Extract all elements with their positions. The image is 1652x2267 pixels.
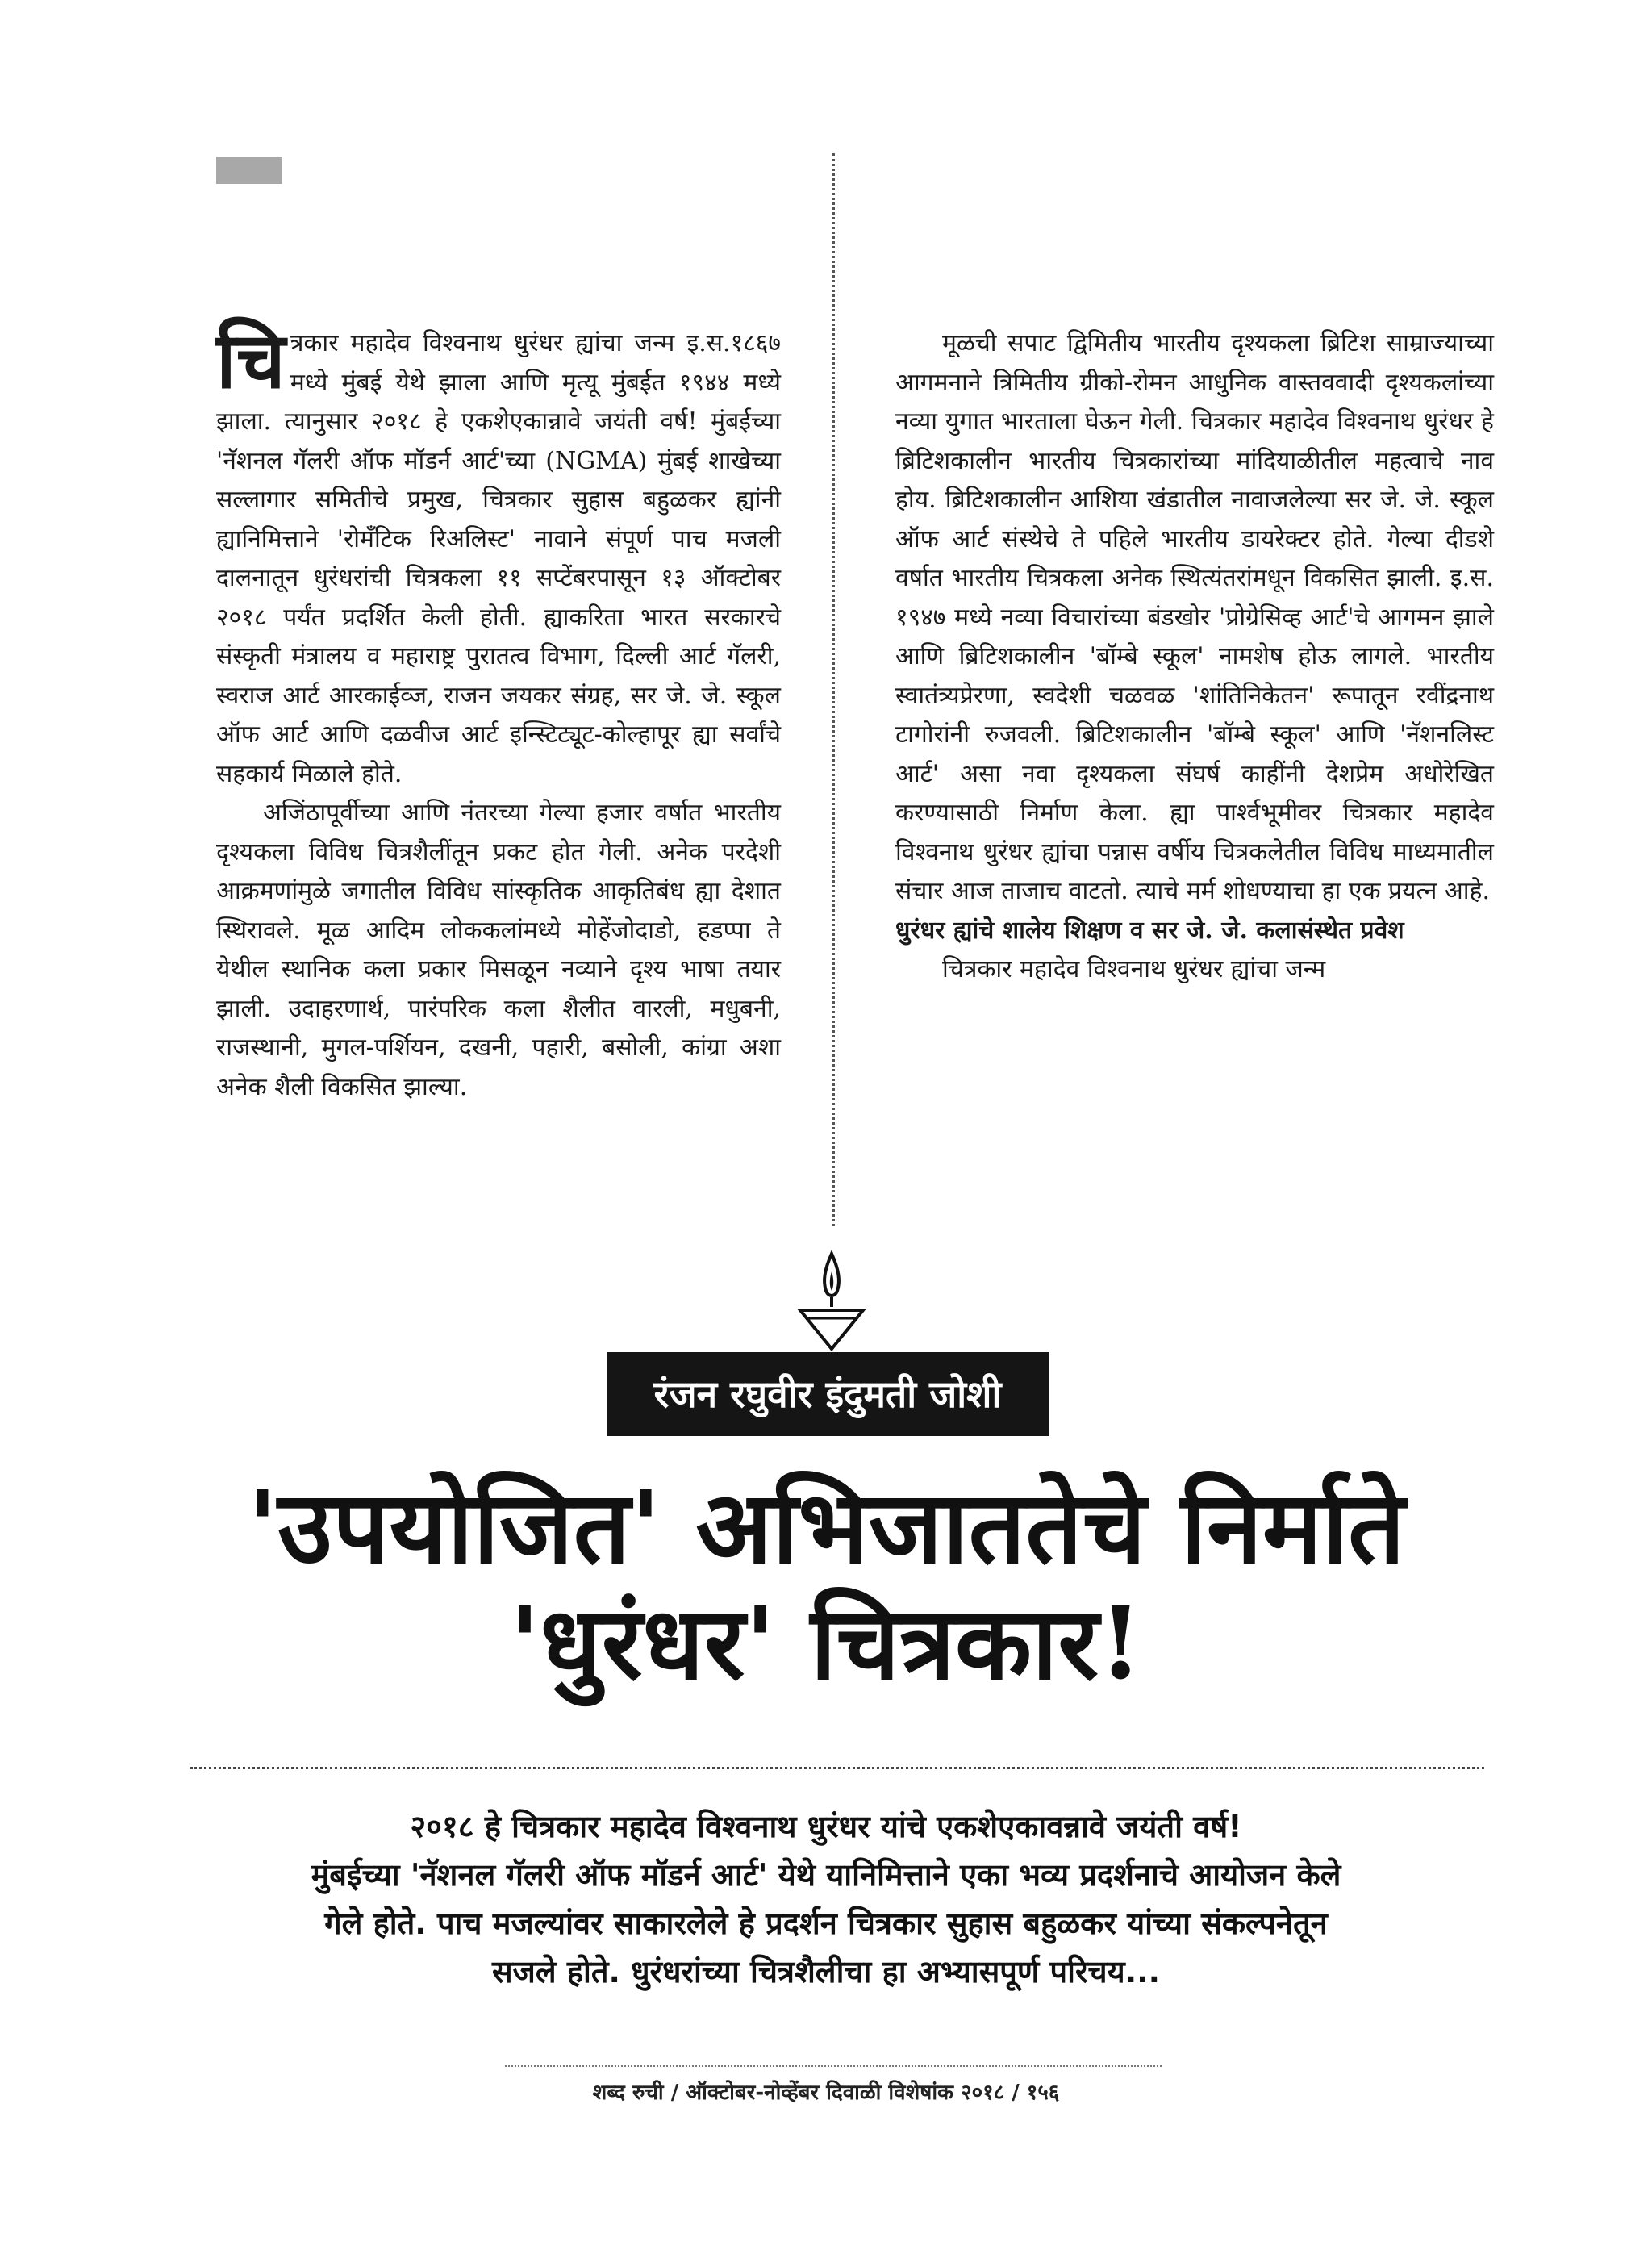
dropcap: चि xyxy=(216,315,286,406)
left-paragraph-1-text: त्रकार महादेव विश्वनाथ धुरंधर ह्यांचा जन्म इ.स.१८६७ मध्ये मुंबई येथे झाला आणि मृत्यू मुंबईत १९४४ मध्ये झाला. त्यानुसार २०१८ हे एकशेएकान्नावे जयंती वर्ष! मुंबईच्या 'नॅशनल गॅलरी ऑफ मॉडर्न आर्ट'च्या (NGMA) मुंबई शाखेच्या सल्लागार समितीचे प्रमुख, चित्रकार सुहास बहुळकर ह्यांनी ह्यानिमित्ताने 'रोमॅंटिक रिअलिस्ट' नावाने संपूर्ण पाच मजली दालनातून धुरंधरांची चित्रकला ११ सप्टेंबरपासून १३ ऑक्टोबर २०१८ पर्यंत प्रदर्शित केली होती. ह्याकरिता भारत सरकारचे संस्कृती मंत्रालय व महाराष्ट्र पुरातत्व विभाग, दिल्ली आर्ट गॅलरी, स्वराज आर्ट आरकाईव्ज, राजन जयकर संग्रह, सर जे. जे. स्कूल ऑफ आर्ट आणि दळवीज आर्ट इन्स्टिट्यूट-कोल्हापूर ह्या सर्वांचे सहकार्य मिळाले होते. xyxy=(216,329,781,788)
left-paragraph-2: अजिंठापूर्वीच्या आणि नंतरच्या गेल्या हजार वर्षात भारतीय दृश्यकला विविध चित्रशैलींतून प्रकट होत गेली. अनेक परदेशी आक्रमणांमुळे जगातील विविध सांस्कृतिक आकृतिबंध ह्या देशात स्थिरावले. मूळ आदिम लोककलांमध्ये मोहेंजोदाडो, हडप्पा ते येथील स्थानिक कला प्रकार मिसळून नव्याने दृश्य भाषा तयार झाली. उदाहरणार्थ, पारंपरिक कला शैलीत वारली, मधुबनी, राजस्थानी, मुगल-पर्शियन, दखनी, पहारी, बसोली, कांग्रा अशा अनेक शैली विकसित झाल्या. xyxy=(216,799,781,1101)
column-divider xyxy=(832,153,835,1226)
headline-line-1: 'उपयोजित' अभिजाततेचे निर्माते xyxy=(247,1469,1405,1586)
deck-summary xyxy=(121,1802,1531,1996)
left-paragraph-1 xyxy=(216,315,781,794)
right-paragraph-1: मूळची सपाट द्विमितीय भारतीय दृश्यकला ब्रिटिश साम्राज्याच्या आगमनाने त्रिमितीय ग्रीको-रोमन आधुनिक वास्तववादी दृश्यकलांच्या नव्या युगात भारताला घेऊन गेली. चित्रकार महादेव विश्वनाथ धुरंधर हे ब्रिटिशकालीन भारतीय चित्रकारांच्या मांदियाळीतील महत्वाचे नाव होय. ब्रिटिशकालीन आशिया खंडातील नावाजलेल्या सर जे. जे. स्कूल ऑफ आर्ट संस्थेचे ते पहिले भारतीय डायरेक्टर होते. गेल्या दीडशे वर्षात भारतीय चित्रकला अनेक स्थित्यंतरांमधून विकसित झाली. इ.स. १९४७ मध्ये नव्या विचारांच्या बंडखोर 'प्रोग्रेसिव्ह आर्ट'चे आगमन झाले आणि ब्रिटिशकालीन 'बॉम्बे स्कूल' नामशेष होऊ लागले. भारतीय स्वातंत्र्यप्रेरणा, स्वदेशी चळवळ 'शांतिनिकेतन' रूपातून रवींद्रनाथ टागोरांनी रुजवली. ब्रिटिशकालीन 'बॉम्बे स्कूल' आणि 'नॅशनलिस्ट आर्ट' असा नवा दृश्यकला संघर्ष काहींनी देशप्रेम अधोरेखित करण्यासाठी निर्माण केला. ह्या पार्श्वभूमीवर चित्रकार महादेव विश्वनाथ धुरंधर ह्यांचा पन्नास वर्षीय चित्रकलेतील विविध माध्यमातील संचार आज ताजाच वाटतो. त्याचे मर्म शोधण्याचा हा एक प्रयत्न आहे. xyxy=(895,329,1494,905)
right-paragraph-2: चित्रकार महादेव विश्वनाथ धुरंधर ह्यांचा जन्म xyxy=(942,955,1326,983)
headline xyxy=(113,1470,1539,1702)
page-footer: शब्द रुची / ऑक्टोबर-नोव्हेंबर दिवाळी विशेषांक २०१८ / १५६ xyxy=(592,2081,1060,2105)
headline-line-2: 'धुरंधर' चित्रकार! xyxy=(509,1585,1143,1702)
left-column xyxy=(216,315,781,1107)
section-marker xyxy=(216,157,282,184)
diya-lamp-icon xyxy=(797,1249,866,1352)
deck-line-3: गेले होते. पाच मजल्यांवर साकारलेले हे प्रदर्शन चित्रकार सुहास बहुळकर यांच्या संकल्पनेतून xyxy=(324,1906,1328,1941)
author-byline: रंजन रघुवीर इंदुमती जोशी xyxy=(607,1352,1049,1436)
section-subheading: धुरंधर ह्यांचे शालेय शिक्षण व सर जे. जे. कलासंस्थेत प्रवेश xyxy=(895,916,1404,945)
deck-line-2: मुंबईच्या 'नॅशनल गॅलरी ऑफ मॉडर्न आर्ट' येथे यानिमित्ताने एका भव्य प्रदर्शनाचे आयोजन केले xyxy=(311,1857,1341,1893)
dotted-separator xyxy=(190,1767,1484,1769)
right-column xyxy=(895,324,1494,990)
deck-line-1: २०१८ हे चित्रकार महादेव विश्वनाथ धुरंधर यांचे एकशेएकावन्नावे जयंती वर्ष! xyxy=(410,1809,1242,1844)
deck-line-4: सजले होते. धुरंधरांच्या चित्रशैलीचा हा अभ्यासपूर्ण परिचय... xyxy=(491,1954,1161,1989)
footer-separator xyxy=(505,2065,1162,2067)
